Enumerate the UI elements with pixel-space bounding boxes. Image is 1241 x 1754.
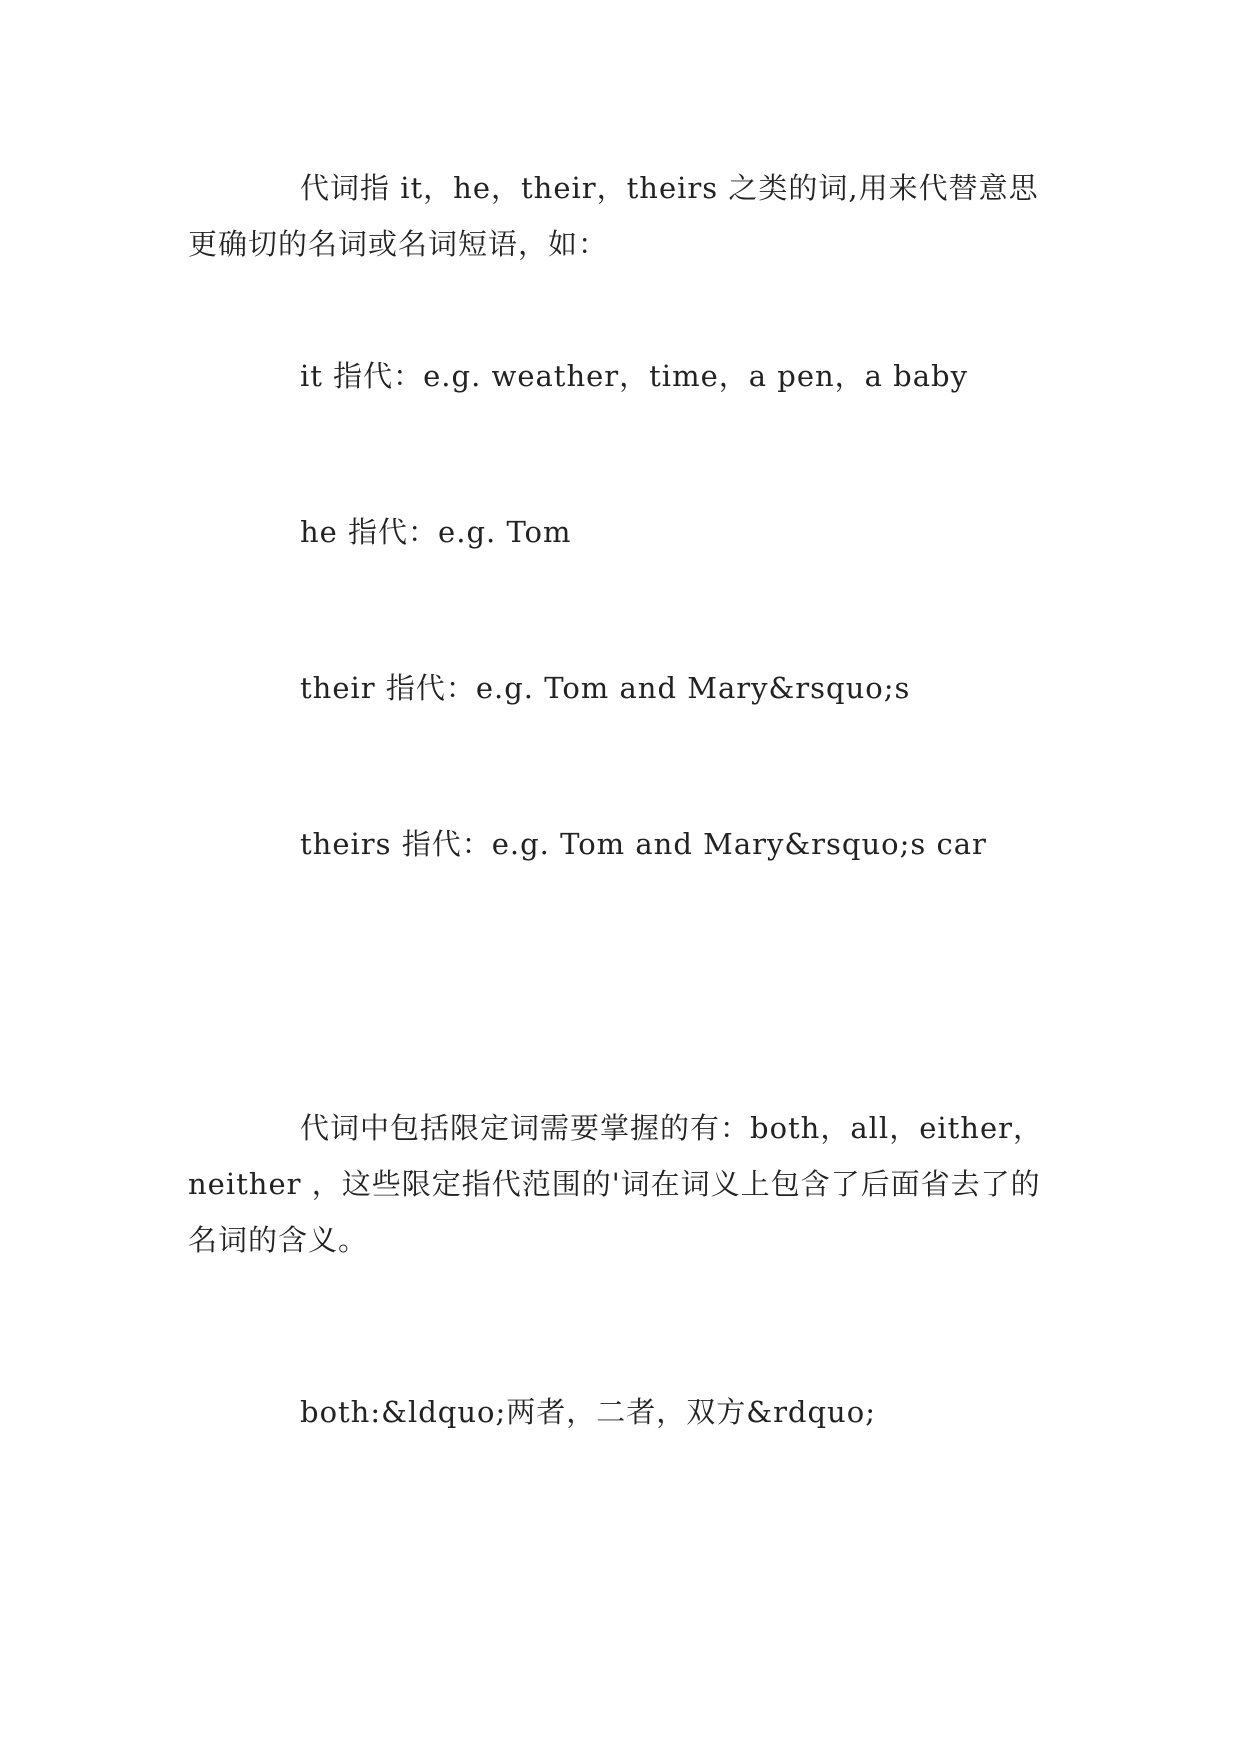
- paragraph-pronoun-definition: 代词指 it，he，their，theirs 之类的词,用来代替意思更确切的名词或名词短语，如：: [188, 171, 1039, 261]
- paragraph-theirs-example: theirs 指代：e.g. Tom and Mary&rsquo;s car: [300, 827, 987, 861]
- paragraph-he-example: he 指代：e.g. Tom: [300, 515, 572, 549]
- paragraph-their-example: their 指代：e.g. Tom and Mary&rsquo;s: [300, 671, 911, 705]
- paragraph-it-example: it 指代：e.g. weather，time，a pen，a baby: [300, 359, 968, 393]
- paragraph-both-meaning: both:&ldquo;两者，二者，双方&rdquo;: [300, 1395, 876, 1429]
- paragraph-determiners: 代词中包括限定词需要掌握的有：both，all，either，neither ，这些限定指代范围的'词在词义上包含了后面省去了的名词的含义。: [188, 1111, 1043, 1257]
